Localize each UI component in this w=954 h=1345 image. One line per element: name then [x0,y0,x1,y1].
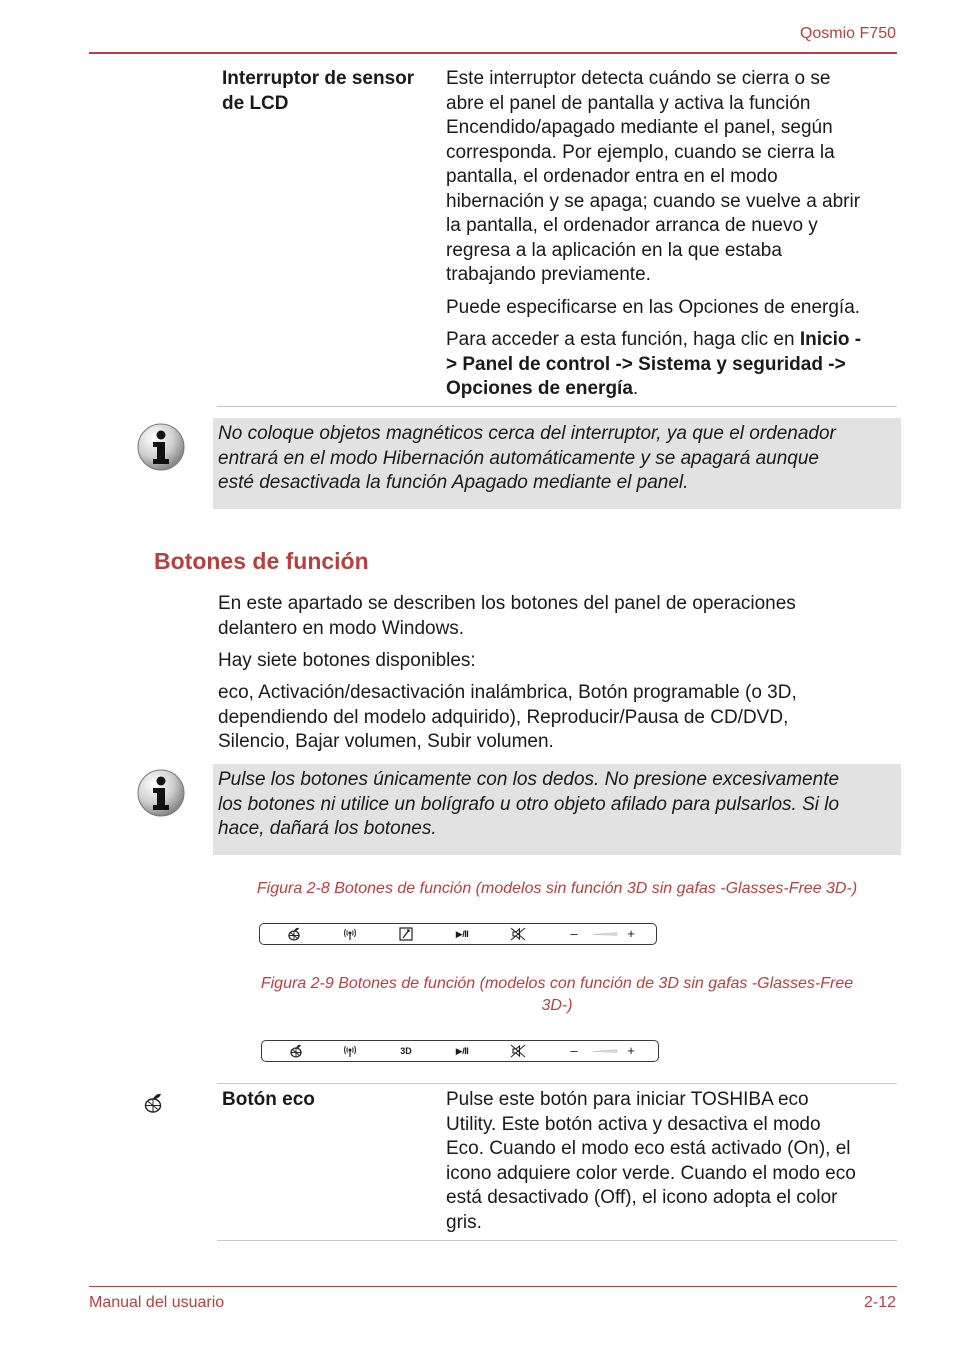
footer-rule [89,1286,897,1287]
wireless-icon[interactable] [342,927,358,941]
row-divider [217,1240,897,1241]
eco-icon[interactable] [288,1044,304,1058]
volume-slider-icon [592,1044,618,1058]
note-line: No coloque objetos magnéticos cerca del interruptor, ya que el ordenador [218,423,836,444]
lcd-description [446,67,896,410]
info-icon [136,768,186,818]
note-box [213,764,901,855]
eco-desc-line: Utility. Este botón activa y desactiva el modo [446,1113,821,1135]
lcd-desc-line: pantalla, el ordenador entra en el modo [446,166,778,187]
lcd-desc3-prefix: Para acceder a esta función, haga clic en [446,329,800,350]
eco-description [446,1088,896,1235]
lcd-desc-line: la pantalla, el ordenador arranca de nuevo y [446,215,818,236]
para-line: dependiendo del modelo adquirido), Reproducir/Pausa de CD/DVD, [218,706,789,728]
lcd-term-line2: de LCD [222,92,289,114]
eco-desc-line: icono adquiere color verde. Cuando el modo eco [446,1162,856,1184]
eco-desc-line: Pulse este botón para iniciar TOSHIBA eco [446,1089,809,1110]
programmable-button-icon[interactable] [398,927,414,941]
volume-up-icon[interactable]: + [627,926,635,941]
row-divider [217,406,897,407]
footer-manual-title: Manual del usuario [89,1294,225,1311]
note-line: los botones ni utilice un bolígrafo u otro objeto afilado para pulsarlos. Si lo [218,793,840,815]
lcd-desc-line: trabajando previamente. [446,264,651,285]
lcd-desc3-bold3: Opciones de energía [446,378,633,399]
lcd-desc-line: regresa a la aplicación en la que estaba [446,239,782,261]
lcd-desc-line: corresponda. Por ejemplo, cuando se cierra la [446,141,835,163]
function-button-panel [259,923,657,945]
para-line: eco, Activación/desactivación inalámbrica, Botón programable (o 3D, [218,682,797,703]
volume-down-icon[interactable]: – [570,926,578,941]
note-line: Pulse los botones únicamente con los dedos. No presione excesivamente [218,769,840,790]
eco-icon [143,1093,163,1113]
para-line: delantero en modo Windows. [218,617,465,639]
caption-line: 3D-) [541,997,573,1014]
lcd-desc3-bold1: Inicio - [799,329,862,350]
volume-down-icon[interactable]: – [570,1043,578,1058]
volume-slider-icon [592,927,618,941]
note-line: esté desactivada la función Apagado mediante el panel. [218,472,689,493]
lcd-desc-para2: Puede especificarse en las Opciones de energía. [446,296,861,318]
info-icon [136,422,186,472]
eco-desc-line: Eco. Cuando el modo eco está activado (On), el [446,1138,851,1159]
function-button-panel [261,1040,659,1062]
section-para2: Hay siete botones disponibles: [218,650,476,671]
play-pause-icon[interactable]: ▶/II [455,928,469,939]
figure-caption [213,973,901,1017]
volume-up-icon[interactable]: + [627,1043,635,1058]
play-pause-icon[interactable]: ▶/II [455,1045,469,1056]
note-line: entrará en el modo Hibernación automáticamente y se apagará aunque [218,447,819,469]
row-divider [217,1083,897,1084]
3d-button-label[interactable]: 3D [400,1046,412,1056]
note-box [213,418,901,509]
lcd-desc-line: abre el panel de pantalla y activa la función [446,92,811,114]
eco-desc-line: gris. [446,1211,482,1233]
lcd-desc-line: Encendido/apagado mediante el panel, según [446,117,833,138]
lcd-desc-line: hibernación y se apaga; cuando se vuelve a abrir [446,190,861,212]
footer-page-number: 2-12 [863,1294,896,1311]
mute-icon[interactable] [510,927,526,941]
caption-line: Figura 2-9 Botones de función (modelos con función de 3D sin gafas -Glasses-Free [260,975,854,992]
mute-icon[interactable] [510,1044,526,1058]
lcd-desc-para3 [446,328,896,402]
wireless-icon[interactable] [342,1044,358,1058]
section-para1 [218,592,898,641]
section-para3 [218,681,898,755]
header-title: Qosmio F750 [799,25,896,42]
note-line: hace, dañará los botones. [218,818,437,839]
header-rule [89,52,897,54]
eco-desc-line: está desactivado (Off), el icono adopta el color [446,1187,838,1208]
lcd-desc3-suffix: . [632,378,639,399]
para-line: En este apartado se describen los botones del panel de operaciones [218,593,796,614]
section-title: Botones de función [154,548,369,574]
eco-term: Botón eco [222,1089,315,1110]
figure-caption: Figura 2-8 Botones de función (modelos sin función 3D sin gafas -Glasses-Free 3D-) [256,880,858,897]
para-line: Silencio, Bajar volumen, Subir volumen. [218,731,554,752]
lcd-desc-para1 [446,67,896,288]
lcd-term-line1: Interruptor de sensor [222,68,415,89]
lcd-desc-line: Este interruptor detecta cuándo se cierra o se [446,68,831,89]
lcd-desc3-bold2: > Panel de control -> Sistema y seguridad -> [446,353,846,375]
lcd-term [222,67,437,116]
eco-icon[interactable] [286,927,302,941]
